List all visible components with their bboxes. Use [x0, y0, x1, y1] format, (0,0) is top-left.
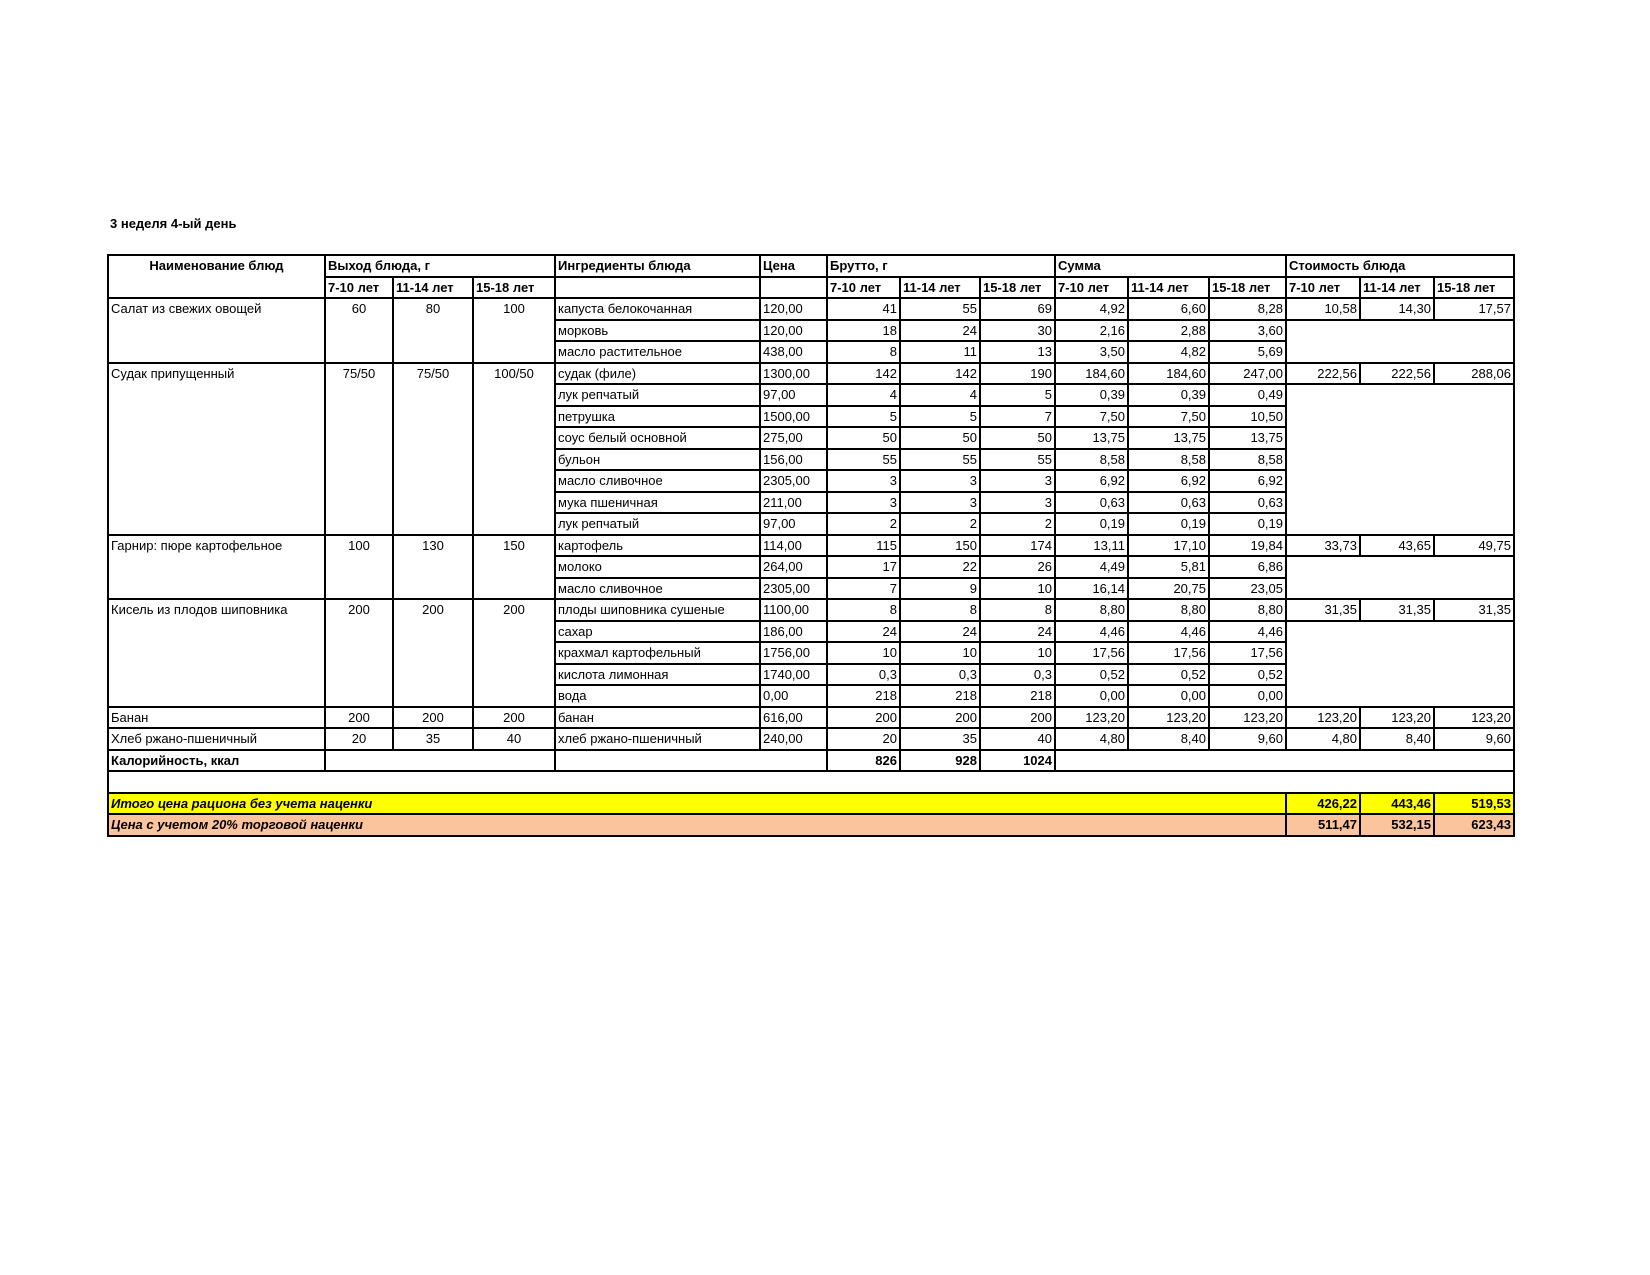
dish-name: Гарнир: пюре картофельное	[108, 535, 325, 600]
header-row-1	[108, 255, 1514, 277]
markup-value: 511,47	[1286, 814, 1360, 836]
ingredient-sum: 123,20	[1055, 707, 1128, 729]
dish-cost: 14,30	[1360, 298, 1434, 320]
ingredient-price: 211,00	[760, 492, 827, 514]
ingredient-brutto: 4	[900, 384, 980, 406]
header-age: 15-18 лет	[1209, 277, 1286, 299]
ingredient-sum: 4,82	[1128, 341, 1209, 363]
ingredient-sum: 13,75	[1209, 427, 1286, 449]
dish-output: 200	[393, 599, 473, 707]
ingredient-brutto: 26	[980, 556, 1055, 578]
ingredient-sum: 0,49	[1209, 384, 1286, 406]
header-age: 11-14 лет	[1360, 277, 1434, 299]
ingredient-price: 114,00	[760, 535, 827, 557]
ingredient-brutto: 17	[827, 556, 900, 578]
ingredient-price: 1300,00	[760, 363, 827, 385]
dish-output: 200	[393, 707, 473, 729]
ingredient-sum: 6,92	[1055, 470, 1128, 492]
ingredient-sum: 17,56	[1209, 642, 1286, 664]
header-age: 15-18 лет	[1434, 277, 1514, 299]
ingredient-sum: 184,60	[1055, 363, 1128, 385]
dish-cost-empty	[1286, 685, 1514, 707]
dish-cost: 4,80	[1286, 728, 1360, 750]
ingredient-brutto: 24	[980, 621, 1055, 643]
dish-cost: 222,56	[1360, 363, 1434, 385]
ingredient-price: 616,00	[760, 707, 827, 729]
header-age: 7-10 лет	[325, 277, 393, 299]
ingredient-sum: 13,75	[1128, 427, 1209, 449]
ingredient-brutto: 200	[827, 707, 900, 729]
ingredient-sum: 5,81	[1128, 556, 1209, 578]
header-ingredients: Ингредиенты блюда	[555, 255, 760, 277]
ingredient-name: лук репчатый	[555, 384, 760, 406]
dish-cost: 123,20	[1360, 707, 1434, 729]
ingredient-brutto: 24	[827, 621, 900, 643]
header-age: 15-18 лет	[980, 277, 1055, 299]
dish-cost: 31,35	[1360, 599, 1434, 621]
ingredient-price: 240,00	[760, 728, 827, 750]
ingredient-sum: 8,80	[1128, 599, 1209, 621]
ingredient-brutto: 5	[900, 406, 980, 428]
dish-name: Салат из свежих овощей	[108, 298, 325, 363]
ingredient-name: молоко	[555, 556, 760, 578]
header-age: 11-14 лет	[1128, 277, 1209, 299]
dish-output: 200	[473, 599, 555, 707]
dish-cost: 8,40	[1360, 728, 1434, 750]
dish-output: 200	[473, 707, 555, 729]
ingredient-sum: 10,50	[1209, 406, 1286, 428]
ingredient-sum: 184,60	[1128, 363, 1209, 385]
ingredient-sum: 7,50	[1055, 406, 1128, 428]
dish-name: Банан	[108, 707, 325, 729]
dish-output: 35	[393, 728, 473, 750]
calories-value: 826	[827, 750, 900, 772]
dish-name: Кисель из плодов шиповника	[108, 599, 325, 707]
page-title: 3 неделя 4-ый день	[110, 216, 237, 231]
ingredient-sum: 20,75	[1128, 578, 1209, 600]
ingredient-row	[108, 535, 1514, 557]
header-age: 7-10 лет	[1055, 277, 1128, 299]
ingredient-name: петрушка	[555, 406, 760, 428]
total-value: 443,46	[1360, 793, 1434, 815]
ingredient-brutto: 8	[827, 341, 900, 363]
ingredient-price: 97,00	[760, 384, 827, 406]
ingredient-brutto: 0,3	[900, 664, 980, 686]
header-sum: Сумма	[1055, 255, 1286, 277]
ingredient-brutto: 2	[827, 513, 900, 535]
ingredient-row	[108, 363, 1514, 385]
dish-cost: 31,35	[1286, 599, 1360, 621]
ingredient-brutto: 10	[827, 642, 900, 664]
ingredient-sum: 0,39	[1128, 384, 1209, 406]
ingredient-sum: 123,20	[1209, 707, 1286, 729]
ingredient-sum: 5,69	[1209, 341, 1286, 363]
header-age: 7-10 лет	[1286, 277, 1360, 299]
ingredient-sum: 17,56	[1055, 642, 1128, 664]
dish-cost-empty	[1286, 384, 1514, 406]
ingredient-sum: 8,40	[1128, 728, 1209, 750]
dish-cost-empty	[1286, 320, 1514, 342]
header-cost: Стоимость блюда	[1286, 255, 1514, 277]
ingredient-brutto: 3	[980, 470, 1055, 492]
ingredient-name: сахар	[555, 621, 760, 643]
summary-body	[108, 750, 1514, 836]
ingredient-row	[108, 728, 1514, 750]
ingredient-brutto: 4	[827, 384, 900, 406]
ingredient-brutto: 9	[900, 578, 980, 600]
dish-cost-empty	[1286, 470, 1514, 492]
dish-output: 40	[473, 728, 555, 750]
ingredient-sum: 8,58	[1128, 449, 1209, 471]
ingredient-name: судак (филе)	[555, 363, 760, 385]
dish-cost-empty	[1286, 427, 1514, 449]
calories-value: 928	[900, 750, 980, 772]
markup-row	[108, 814, 1514, 836]
dish-cost-empty	[1286, 556, 1514, 578]
ingredient-price: 2305,00	[760, 578, 827, 600]
ingredient-sum: 8,58	[1209, 449, 1286, 471]
ingredient-brutto: 35	[900, 728, 980, 750]
ingredient-name: масло растительное	[555, 341, 760, 363]
ingredient-brutto: 24	[900, 621, 980, 643]
ingredient-price: 275,00	[760, 427, 827, 449]
dish-output: 80	[393, 298, 473, 363]
ingredient-price: 120,00	[760, 320, 827, 342]
ingredient-brutto: 50	[900, 427, 980, 449]
ingredient-name: мука пшеничная	[555, 492, 760, 514]
ingredient-price: 1100,00	[760, 599, 827, 621]
ingredient-sum: 4,46	[1128, 621, 1209, 643]
ingredient-brutto: 8	[900, 599, 980, 621]
ingredient-brutto: 40	[980, 728, 1055, 750]
dish-output: 100/50	[473, 363, 555, 535]
ingredient-sum: 0,00	[1128, 685, 1209, 707]
ingredient-brutto: 41	[827, 298, 900, 320]
ingredient-sum: 0,52	[1209, 664, 1286, 686]
ingredient-brutto: 2	[980, 513, 1055, 535]
ingredient-sum: 6,92	[1128, 470, 1209, 492]
calories-empty	[325, 750, 555, 772]
ingredient-brutto: 218	[900, 685, 980, 707]
total-row	[108, 793, 1514, 815]
dish-cost-empty	[1286, 449, 1514, 471]
ingredient-name: вода	[555, 685, 760, 707]
ingredient-sum: 2,88	[1128, 320, 1209, 342]
ingredient-price: 1740,00	[760, 664, 827, 686]
dish-output: 75/50	[393, 363, 473, 535]
dish-cost: 9,60	[1434, 728, 1514, 750]
ingredient-brutto: 3	[827, 492, 900, 514]
dish-cost-empty	[1286, 664, 1514, 686]
dish-cost-empty	[1286, 578, 1514, 600]
dish-cost: 43,65	[1360, 535, 1434, 557]
ingredient-price: 156,00	[760, 449, 827, 471]
ingredient-brutto: 3	[827, 470, 900, 492]
header-output: Выход блюда, г	[325, 255, 555, 277]
calories-row	[108, 750, 1514, 772]
ingredient-brutto: 22	[900, 556, 980, 578]
total-value: 426,22	[1286, 793, 1360, 815]
ingredient-brutto: 3	[900, 470, 980, 492]
header-age: 7-10 лет	[827, 277, 900, 299]
ingredient-sum: 13,75	[1055, 427, 1128, 449]
dish-output: 100	[325, 535, 393, 600]
ingredient-name: кислота лимонная	[555, 664, 760, 686]
ingredient-brutto: 11	[900, 341, 980, 363]
ingredient-sum: 17,56	[1128, 642, 1209, 664]
ingredient-brutto: 0,3	[980, 664, 1055, 686]
ingredient-sum: 247,00	[1209, 363, 1286, 385]
header-empty	[760, 277, 827, 299]
ingredient-name: масло сливочное	[555, 470, 760, 492]
ingredient-brutto: 150	[900, 535, 980, 557]
ingredient-sum: 4,49	[1055, 556, 1128, 578]
ingredient-sum: 13,11	[1055, 535, 1128, 557]
ingredient-brutto: 200	[980, 707, 1055, 729]
ingredient-price: 1756,00	[760, 642, 827, 664]
header-age: 11-14 лет	[900, 277, 980, 299]
markup-value: 623,43	[1434, 814, 1514, 836]
dish-cost-empty	[1286, 621, 1514, 643]
ingredient-sum: 8,80	[1055, 599, 1128, 621]
ingredient-brutto: 0,3	[827, 664, 900, 686]
dish-cost: 123,20	[1434, 707, 1514, 729]
dish-cost: 31,35	[1434, 599, 1514, 621]
ingredient-brutto: 18	[827, 320, 900, 342]
ingredient-price: 0,00	[760, 685, 827, 707]
ingredient-sum: 16,14	[1055, 578, 1128, 600]
ingredient-brutto: 55	[980, 449, 1055, 471]
ingredient-brutto: 190	[980, 363, 1055, 385]
ingredient-sum: 6,86	[1209, 556, 1286, 578]
ingredient-sum: 0,52	[1055, 664, 1128, 686]
header-age: 15-18 лет	[473, 277, 555, 299]
ingredient-brutto: 55	[827, 449, 900, 471]
dish-cost: 10,58	[1286, 298, 1360, 320]
dish-output: 200	[325, 599, 393, 707]
calories-value: 1024	[980, 750, 1055, 772]
dish-cost: 33,73	[1286, 535, 1360, 557]
ingredient-sum: 4,80	[1055, 728, 1128, 750]
ingredient-sum: 4,92	[1055, 298, 1128, 320]
ingredient-sum: 4,46	[1209, 621, 1286, 643]
ingredient-sum: 0,19	[1209, 513, 1286, 535]
ingredient-name: бульон	[555, 449, 760, 471]
ingredient-sum: 17,10	[1128, 535, 1209, 557]
ingredient-name: хлеб ржано-пшеничный	[555, 728, 760, 750]
total-label: Итого цена рациона без учета наценки	[108, 793, 1286, 815]
ingredient-row	[108, 707, 1514, 729]
ingredient-sum: 3,50	[1055, 341, 1128, 363]
ingredient-brutto: 55	[900, 449, 980, 471]
ingredient-brutto: 20	[827, 728, 900, 750]
calories-label: Калорийность, ккал	[108, 750, 325, 772]
ingredient-sum: 0,19	[1128, 513, 1209, 535]
ingredient-brutto: 55	[900, 298, 980, 320]
dish-cost: 123,20	[1286, 707, 1360, 729]
ingredient-brutto: 10	[980, 642, 1055, 664]
ingredient-price: 438,00	[760, 341, 827, 363]
ingredient-name: соус белый основной	[555, 427, 760, 449]
ingredient-sum: 8,80	[1209, 599, 1286, 621]
dish-output: 20	[325, 728, 393, 750]
dish-cost-empty	[1286, 513, 1514, 535]
ingredient-brutto: 30	[980, 320, 1055, 342]
ingredient-brutto: 13	[980, 341, 1055, 363]
header-empty	[555, 277, 760, 299]
dish-cost: 288,06	[1434, 363, 1514, 385]
dish-cost: 222,56	[1286, 363, 1360, 385]
ingredient-sum: 0,63	[1055, 492, 1128, 514]
ingredient-sum: 9,60	[1209, 728, 1286, 750]
dish-output: 100	[473, 298, 555, 363]
ingredient-sum: 2,16	[1055, 320, 1128, 342]
ingredient-brutto: 10	[900, 642, 980, 664]
ingredient-price: 264,00	[760, 556, 827, 578]
dish-cost: 49,75	[1434, 535, 1514, 557]
dish-output: 130	[393, 535, 473, 600]
ingredient-sum: 0,19	[1055, 513, 1128, 535]
ingredient-brutto: 142	[900, 363, 980, 385]
ingredient-name: банан	[555, 707, 760, 729]
dish-cost-empty	[1286, 341, 1514, 363]
ingredient-brutto: 5	[827, 406, 900, 428]
ingredient-sum: 0,00	[1055, 685, 1128, 707]
calories-empty	[555, 750, 827, 772]
ingredient-sum: 8,58	[1055, 449, 1128, 471]
ingredient-brutto: 8	[827, 599, 900, 621]
ingredient-name: капуста белокочанная	[555, 298, 760, 320]
ingredient-sum: 0,00	[1209, 685, 1286, 707]
ingredient-sum: 0,63	[1209, 492, 1286, 514]
ingredient-row	[108, 298, 1514, 320]
ingredient-brutto: 5	[980, 384, 1055, 406]
ingredient-sum: 6,92	[1209, 470, 1286, 492]
ingredient-sum: 0,63	[1128, 492, 1209, 514]
ingredient-sum: 6,60	[1128, 298, 1209, 320]
dish-cost-empty	[1286, 492, 1514, 514]
ingredient-price: 186,00	[760, 621, 827, 643]
ingredient-brutto: 218	[980, 685, 1055, 707]
ingredient-name: картофель	[555, 535, 760, 557]
ingredient-sum: 3,60	[1209, 320, 1286, 342]
header-price: Цена	[760, 255, 827, 277]
dish-cost-empty	[1286, 406, 1514, 428]
calories-empty	[1055, 750, 1514, 772]
ingredient-brutto: 115	[827, 535, 900, 557]
ingredient-row	[108, 599, 1514, 621]
dish-output: 60	[325, 298, 393, 363]
markup-label: Цена с учетом 20% торговой наценки	[108, 814, 1286, 836]
ingredient-price: 2305,00	[760, 470, 827, 492]
markup-value: 532,15	[1360, 814, 1434, 836]
ingredient-price: 120,00	[760, 298, 827, 320]
total-value: 519,53	[1434, 793, 1514, 815]
ingredient-name: крахмал картофельный	[555, 642, 760, 664]
ingredient-price: 97,00	[760, 513, 827, 535]
ingredient-brutto: 7	[827, 578, 900, 600]
ingredient-name: масло сливочное	[555, 578, 760, 600]
ingredient-brutto: 50	[980, 427, 1055, 449]
spacer-row	[108, 771, 1514, 793]
dish-cost: 17,57	[1434, 298, 1514, 320]
ingredient-price: 1500,00	[760, 406, 827, 428]
dish-output: 200	[325, 707, 393, 729]
dish-output: 150	[473, 535, 555, 600]
ingredient-sum: 23,05	[1209, 578, 1286, 600]
dish-name: Хлеб ржано-пшеничный	[108, 728, 325, 750]
ingredient-sum: 0,52	[1128, 664, 1209, 686]
ingredient-sum: 8,28	[1209, 298, 1286, 320]
ingredient-name: морковь	[555, 320, 760, 342]
ingredient-brutto: 24	[900, 320, 980, 342]
ingredient-sum: 19,84	[1209, 535, 1286, 557]
header-dish-name: Наименование блюд	[108, 255, 325, 298]
ingredient-brutto: 10	[980, 578, 1055, 600]
ingredient-brutto: 50	[827, 427, 900, 449]
ingredient-brutto: 142	[827, 363, 900, 385]
ingredient-sum: 0,39	[1055, 384, 1128, 406]
spacer-cell	[108, 771, 1514, 793]
ingredient-brutto: 174	[980, 535, 1055, 557]
ingredient-sum: 7,50	[1128, 406, 1209, 428]
dish-name: Судак припущенный	[108, 363, 325, 535]
dish-cost-empty	[1286, 642, 1514, 664]
ingredient-brutto: 2	[900, 513, 980, 535]
ingredient-sum: 123,20	[1128, 707, 1209, 729]
menu-table	[107, 254, 1515, 837]
ingredient-brutto: 7	[980, 406, 1055, 428]
ingredient-brutto: 3	[980, 492, 1055, 514]
ingredient-name: лук репчатый	[555, 513, 760, 535]
header-brutto: Брутто, г	[827, 255, 1055, 277]
ingredient-sum: 4,46	[1055, 621, 1128, 643]
ingredient-brutto: 218	[827, 685, 900, 707]
ingredient-brutto: 8	[980, 599, 1055, 621]
ingredient-brutto: 200	[900, 707, 980, 729]
ingredient-brutto: 3	[900, 492, 980, 514]
ingredient-brutto: 69	[980, 298, 1055, 320]
dish-output: 75/50	[325, 363, 393, 535]
menu-body	[108, 298, 1514, 750]
header-age: 11-14 лет	[393, 277, 473, 299]
ingredient-name: плоды шиповника сушеные	[555, 599, 760, 621]
